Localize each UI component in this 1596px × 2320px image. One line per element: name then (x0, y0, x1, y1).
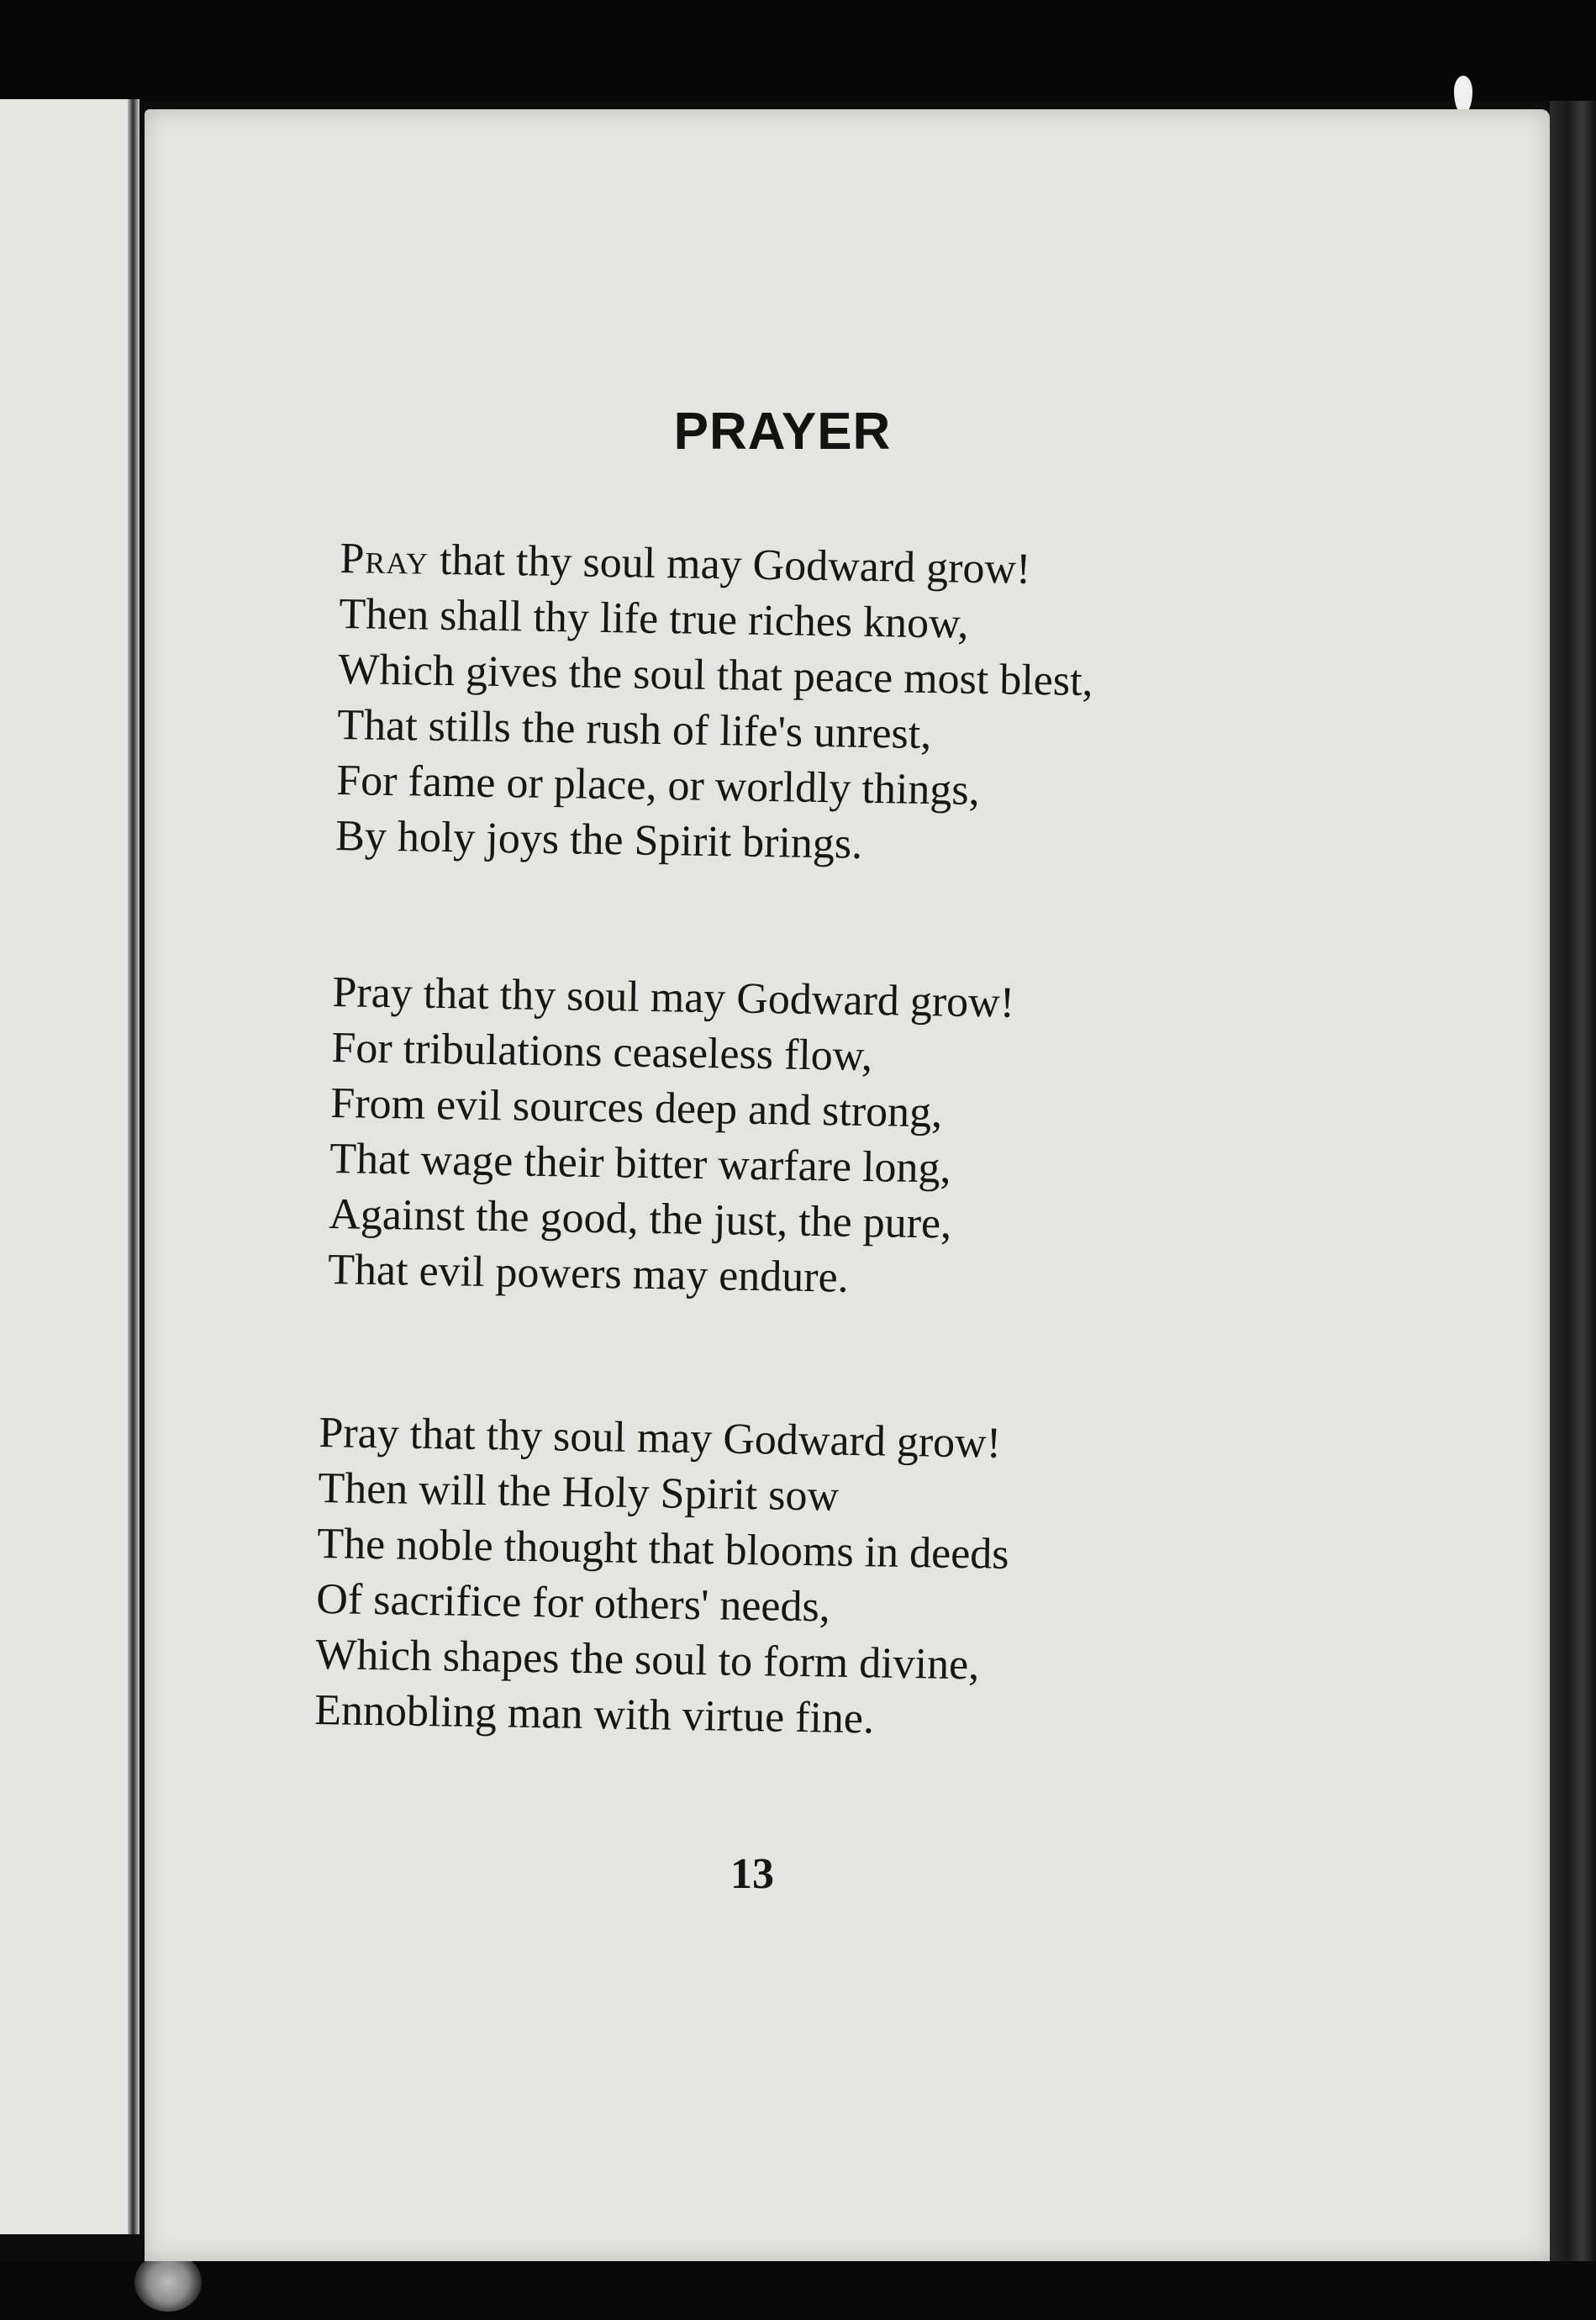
poem-title: PRAYER (673, 403, 892, 461)
poem-line: For tribulations ceaseless flow, (331, 1023, 873, 1081)
poem-line: The noble thought that blooms in deeds (316, 1519, 1009, 1579)
poem-line: That wage their bitter warfare long, (329, 1134, 951, 1193)
poem-line: That evil powers may endure. (327, 1245, 850, 1302)
stanza (314, 1405, 1011, 1749)
poem-line: Then will the Holy Spirit sow (318, 1463, 840, 1521)
poem-line: That stills the rush of life's unrest, (336, 700, 932, 759)
poem-line: Then shall thy life true riches know, (339, 589, 969, 648)
poem-line: Which gives the soul that peace most blest, (337, 645, 1093, 706)
poem-line: Of sacrifice for others' needs, (315, 1574, 831, 1632)
page-number: 13 (730, 1850, 774, 1898)
drop-word: Pray (340, 534, 429, 584)
poem-line: From evil sources deep and strong, (329, 1078, 943, 1137)
poem-line: By holy joys the Spirit brings. (334, 811, 863, 868)
poem-line: Which shapes the soul to form divine, (314, 1630, 980, 1690)
poem-line-text: that thy soul may Godward grow! (428, 535, 1031, 593)
library-stamp (134, 2253, 202, 2312)
poem-line: Ennobling man with virtue fine. (313, 1685, 875, 1743)
poem-line: Pray that thy soul may Godward grow! (319, 1408, 1002, 1468)
scan-top-border (0, 0, 1596, 101)
poem-line: For fame or place, or worldly things, (335, 756, 981, 815)
scan-bottom-border (0, 2261, 1596, 2320)
stanza (335, 531, 1095, 876)
stanza (328, 965, 1015, 1309)
poem-line: Pray that thy soul may Godward grow! (332, 968, 1015, 1027)
poem-line: Against the good, the just, the pure, (328, 1189, 952, 1248)
